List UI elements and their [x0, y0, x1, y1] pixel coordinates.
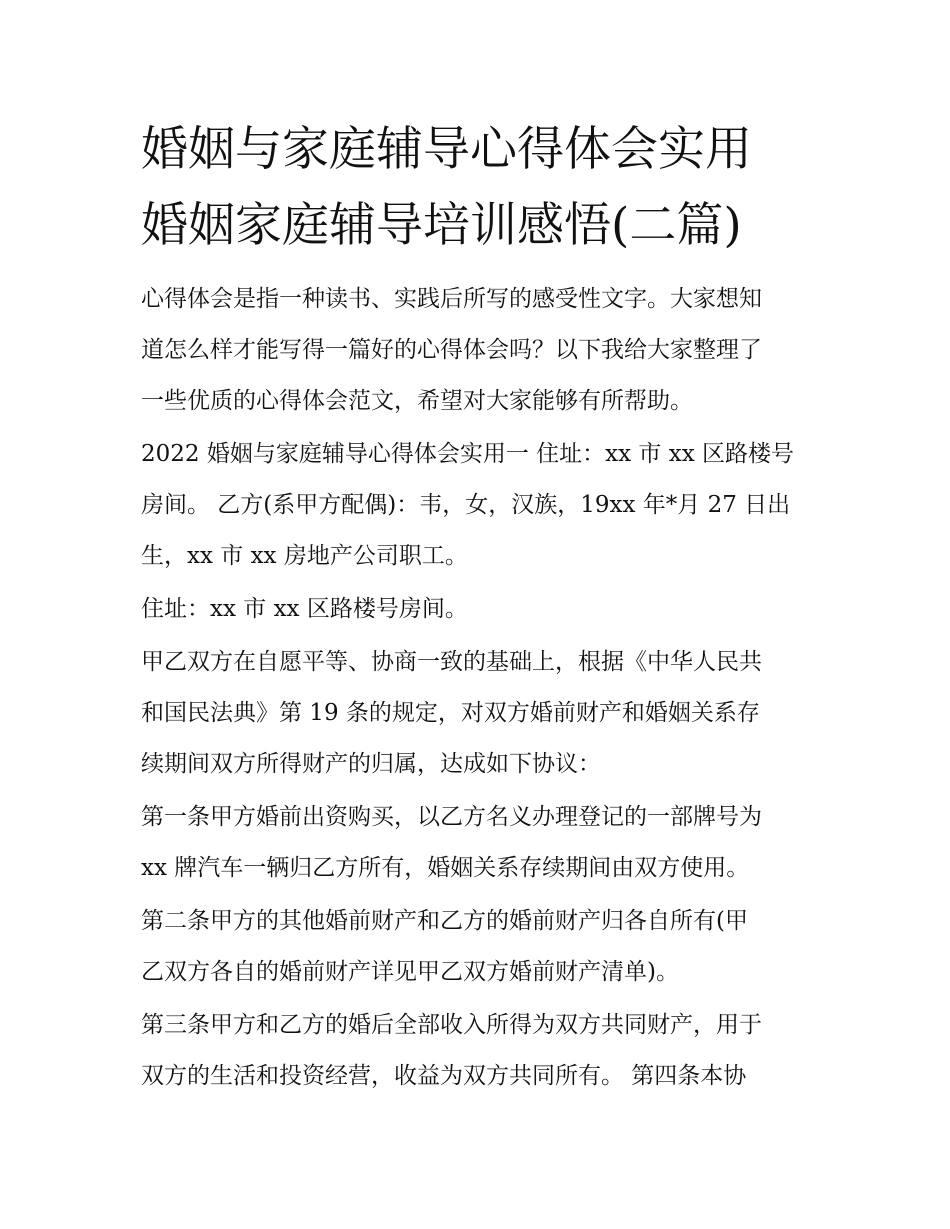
text-line: 2022 婚姻与家庭辅导心得体会实用一 住址：xx 市 xx 区路楼号 [141, 441, 794, 467]
paragraph-article-2 [141, 896, 821, 1000]
document-body [141, 274, 821, 1104]
text-line: 生，xx 市 xx 房地产公司职工。 [141, 543, 468, 569]
text-line: 甲乙双方在自愿平等、协商一致的基础上，根据《中华人民共 [141, 649, 762, 675]
document-title [141, 112, 821, 264]
text-line: 房间。 乙方(系甲方配偶)：韦，女，汉族，19xx 年*月 27 日出 [141, 492, 791, 518]
text-line: 乙双方各自的婚前财产详见甲乙双方婚前财产清单)。 [141, 959, 679, 985]
text-line: 双方的生活和投资经营，收益为双方共同所有。 第四条本协 [141, 1063, 747, 1089]
text-line: 第三条甲方和乙方的婚后全部收入所得为双方共同财产，用于 [141, 1012, 762, 1038]
text-line: 住址：xx 市 xx 区路楼号房间。 [141, 596, 468, 622]
title-line: 婚姻家庭辅导培训感悟(二篇) [141, 198, 742, 253]
paragraph-party-info [141, 429, 821, 584]
paragraph-article-3 [141, 1000, 821, 1104]
paragraph-article-1 [141, 792, 821, 896]
text-line: xx 牌汽车一辆归乙方所有，婚姻关系存续期间由双方使用。 [141, 855, 750, 881]
title-line: 婚姻与家庭辅导心得体会实用 [141, 122, 752, 177]
text-line: 续期间双方所得财产的归属，达成如下协议： [141, 751, 601, 777]
paragraph-agreement-basis [141, 637, 821, 792]
text-line: 一些优质的心得体会范文，希望对大家能够有所帮助。 [141, 388, 693, 414]
text-line: 心得体会是指一种读书、实践后所写的感受性文字。大家想知 [141, 286, 762, 312]
paragraph-address [141, 584, 821, 637]
text-line: 第一条甲方婚前出资购买，以乙方名义办理登记的一部牌号为 [141, 804, 762, 830]
text-line: 道怎么样才能写得一篇好的心得体会吗？以下我给大家整理了 [141, 337, 762, 363]
paragraph-intro [141, 274, 821, 429]
text-line: 和国民法典》第 19 条的规定，对双方婚前财产和婚姻关系存 [141, 700, 760, 726]
text-line: 第二条甲方的其他婚前财产和乙方的婚前财产归各自所有(甲 [141, 908, 748, 934]
